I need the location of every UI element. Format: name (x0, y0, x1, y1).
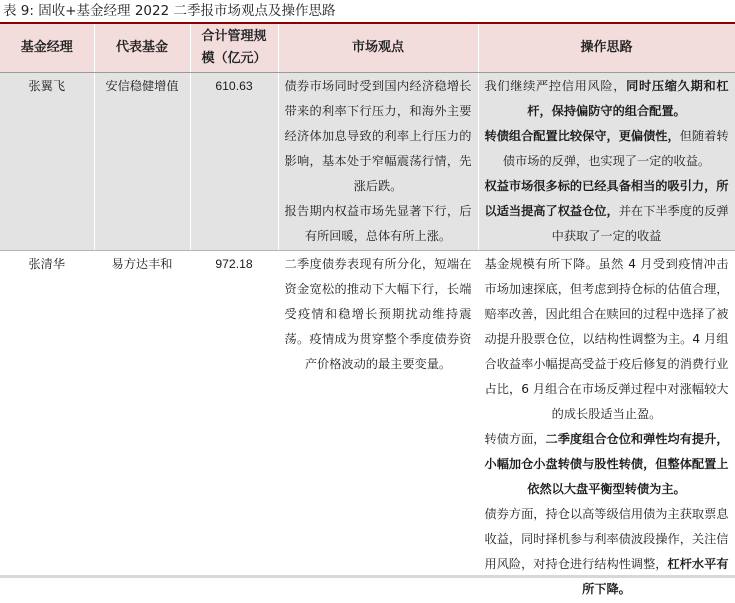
table-row (0, 251, 735, 603)
ops-text: 但随着转债市场的反弹，也实现了一定的收益。 (503, 129, 729, 168)
cell-ops (478, 73, 735, 251)
ops-paragraph (485, 74, 729, 124)
ops-paragraph (485, 174, 729, 249)
cell-fund: 安信稳健增值 (94, 73, 190, 251)
header-view: 市场观点 (278, 24, 478, 73)
cell-fund: 易方达丰和 (94, 251, 190, 603)
cell-view (278, 251, 478, 603)
ops-paragraph (485, 252, 729, 427)
ops-text: 我们继续严控信用风险， (485, 79, 627, 93)
table-header-row (0, 24, 735, 73)
header-manager: 基金经理 (0, 24, 94, 73)
ops-paragraph (485, 502, 729, 602)
table-row (0, 73, 735, 251)
header-ops: 操作思路 (478, 24, 735, 73)
cell-scale: 610.63 (190, 73, 278, 251)
view-paragraph: 二季度债券表现有所分化，短端在资金宽松的推动下大幅下行，长端受疫情和稳增长预期扰动维持震荡。疫情成为贯穿整个季度债券资产价格波动的最主要变量。 (285, 252, 472, 377)
ops-text: 债券方面，持仓以高等级信用债为主获取票息收益，同时择机参与利率债波段操作，关注信用风险，对持仓进行结构性调整， (485, 507, 729, 571)
view-paragraph: 报告期内权益市场先显著下行，后有所回暖，总体有所上涨。 (285, 199, 472, 249)
cell-scale: 972.18 (190, 251, 278, 603)
ops-text: 基金规模有所下降。虽然 4 月受到疫情冲击市场加速探底，但考虑到持仓标的估值合理，赔率改善，因此组合在赎回的过程中选择了被动提升股票仓位，以结构性调整为主。4 月组合收益率小幅提高受益于疫后修复的消费行业占比，6 月组合在市场反弹过程中对涨幅较大的成长股适当止盈。 (485, 257, 729, 421)
view-paragraph: 债券市场同时受到国内经济稳增长带来的利率下行压力，和海外主要经济体加息导致的利率上行压力的影响，基本处于窄幅震荡行情，先涨后跌。 (285, 74, 472, 199)
cell-view (278, 73, 478, 251)
ops-text-bold: 权益市场很多标的已经具备相当的吸引力，所以适当提高了权益仓位， (485, 179, 729, 218)
ops-text: 转债方面， (485, 432, 546, 446)
ops-text-bold: 转债组合配置比较保守，更偏债性， (485, 129, 680, 143)
fund-manager-table (0, 24, 735, 603)
header-scale (190, 24, 278, 73)
ops-paragraph (485, 427, 729, 502)
header-scale-line2: 模（亿元） (195, 48, 274, 70)
header-scale-line1: 合计管理规 (195, 26, 274, 48)
cell-manager: 张清华 (0, 251, 94, 603)
ops-text: 并在下半季度的反弹中获取了一定的收益 (552, 204, 729, 243)
ops-text-bold: 二季度组合仓位和弹性均有提升，小幅加仓小盘转债与股性转债，但整体配置上依然以大盘平衡型转债为主。 (485, 432, 729, 496)
ops-text-bold: 杠杆水平有所下降。 (582, 557, 728, 596)
header-fund: 代表基金 (94, 24, 190, 73)
table-caption: 表 9: 固收+基金经理 2022 二季报市场观点及操作思路 (0, 0, 735, 24)
cell-ops (478, 251, 735, 603)
cell-manager: 张翼飞 (0, 73, 94, 251)
ops-text-bold: 同时压缩久期和杠杆，保持偏防守的组合配置。 (527, 79, 728, 118)
ops-paragraph (485, 124, 729, 174)
